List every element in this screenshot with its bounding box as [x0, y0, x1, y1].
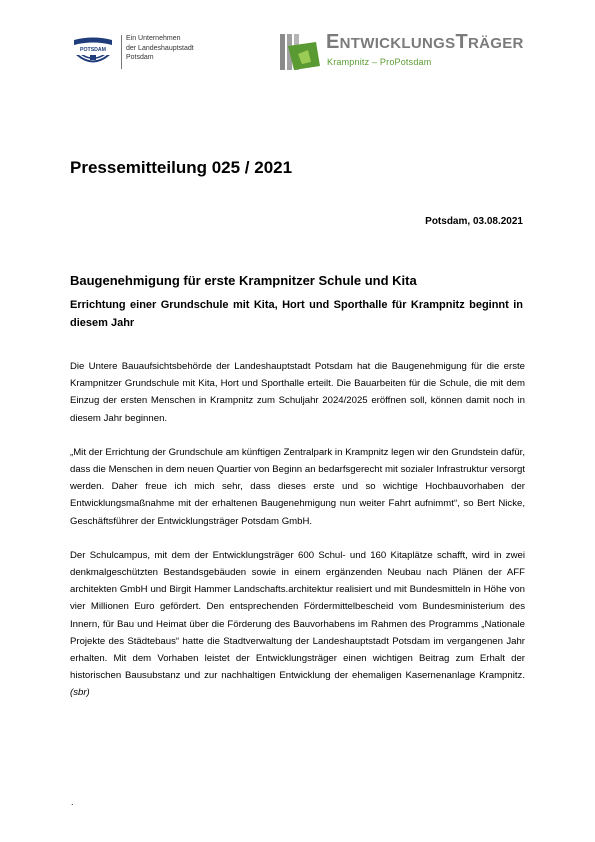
paragraph-1: Die Untere Bauaufsichtsbehörde der Landeshauptstadt Potsdam hat die Baugenehmigung für die erste Krampnitzer Grundschule mit Kita, Hort und Sporthalle erteilt. Die Bauarbeiten für die Schule, die mit dem Einzug der ersten Menschen in Krampnitz zum Schuljahr 2024/2025 eröffnen soll, können damit noch in diesem Jahr beginnen. [70, 361, 525, 424]
potsdam-tagline-line-2: der Landeshauptstadt [126, 44, 194, 52]
headline: Baugenehmigung für erste Krampnitzer Schule und Kita [70, 273, 417, 288]
letterhead [0, 28, 595, 78]
paragraph-3 [70, 547, 525, 702]
entwicklungstraeger-subtitle: Krampnitz – ProPotsdam [327, 57, 432, 67]
entwicklungstraeger-mark-icon [278, 32, 322, 72]
article-body [70, 358, 525, 719]
etr-title-part-2: RÄGER [467, 35, 524, 52]
paragraph-3-text: Der Schulcampus, mit dem der Entwicklungsträger 600 Schul- und 160 Kitaplätze schafft, wird in zwei denkmalgeschützten Bestandsgebäuden sowie in einem ergänzenden Neubau nach Plänen der AFF architekten GmbH und Birgit Hammer Landschafts.architektur realisiert und mit Bundesmitteln in Höhe von vier Millionen Euro gefördert. Den entsprechenden Fördermittelbescheid vom Bundesministerium des Innern, für Bau und Heimat über die Förderung des Bauvorhabens im Rahmen des Programms „Nationale Projekte des Städtebaus“ hatte die Stadtverwaltung der Landeshauptstadt Potsdam im vergangenen Jahr erhalten. Mit dem Vorhaben leistet der Entwicklungsträger einen wichtigen Beitrag zum Erhalt der historischen Bausubstanz und zur nachhaltigen Entwicklung der ehemaligen Kasernenanlage Krampnitz. [70, 549, 525, 682]
subheadline: Errichtung einer Grundschule mit Kita, Hort und Sporthalle für Krampnitz beginnt in diesem Jahr [70, 299, 523, 329]
potsdam-tagline-line-1: Ein Unternehmen [126, 35, 181, 42]
potsdam-crest-logo [70, 36, 116, 70]
etr-title-initial-t: T [455, 31, 468, 53]
entwicklungstraeger-title [326, 31, 524, 54]
etr-title-initial-e: E [326, 31, 340, 53]
author-tag: (sbr) [70, 687, 90, 699]
potsdam-wordmark: POTSDAM [80, 47, 106, 53]
potsdam-tagline [126, 34, 194, 63]
logo-divider [121, 35, 122, 69]
potsdam-tagline-line-3: Potsdam [126, 54, 154, 61]
dateline: Potsdam, 03.08.2021 [425, 216, 523, 227]
paragraph-2: „Mit der Errichtung der Grundschule am künftigen Zentralpark in Krampnitz legen wir den Grundstein dafür, dass die Menschen in dem neuen Quartier von Beginn an bedarfsgerecht mit sozialer Infrastruktur versorgt werden. Daher freue ich mich sehr, dass dieses erste und so wichtige Hochbauvorhaben der Entwicklungsmaßnahme mit der erhaltenen Baugenehmigung nun weiter Fahrt aufnimmt“, so Bert Nicke, Geschäftsführer der Entwicklungsträger Potsdam GmbH. [70, 446, 525, 527]
trailing-dot: . [71, 797, 74, 807]
press-release-title: Pressemitteilung 025 / 2021 [70, 158, 293, 177]
etr-title-part-1: NTWICKLUNGS [339, 35, 456, 52]
